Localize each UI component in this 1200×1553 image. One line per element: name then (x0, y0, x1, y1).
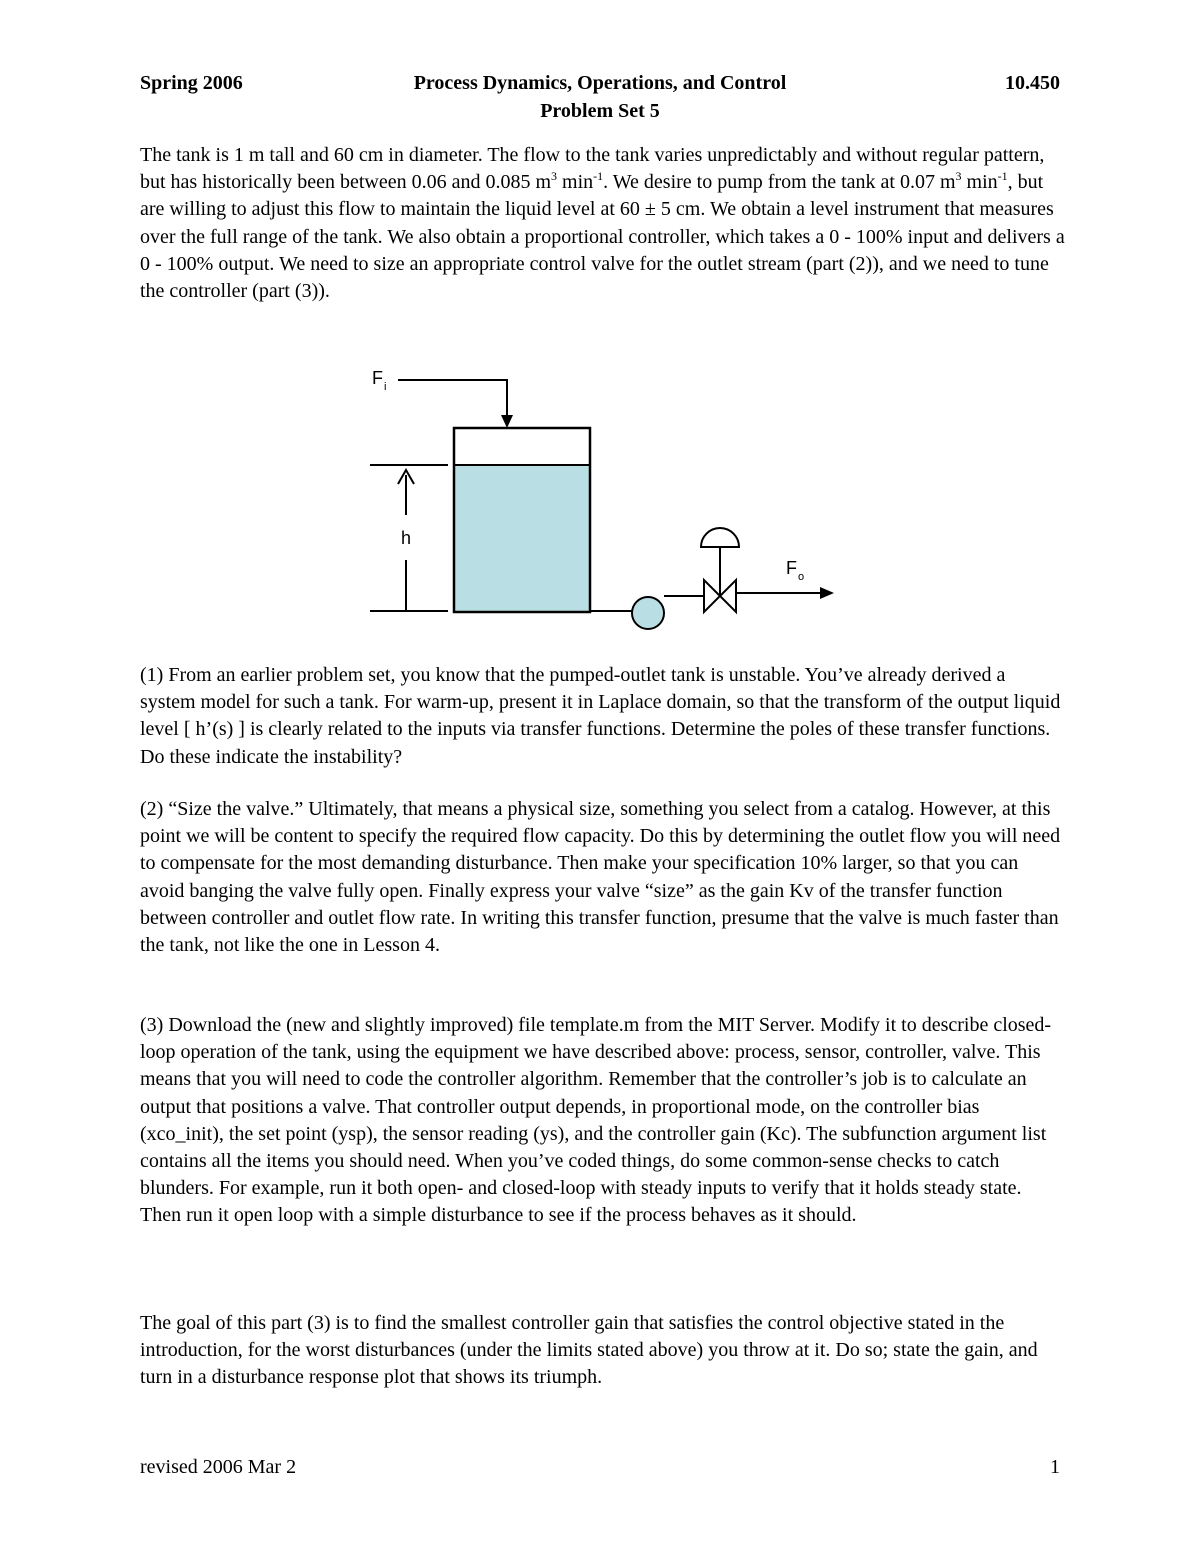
course-number: 10.450 (1005, 72, 1060, 94)
intro-text-1: The tank is 1 m tall and 60 cm in diameter. The flow to the tank varies unpredictably and without regular pattern, but has historically been between 0.06 and 0.085 m (140, 144, 1045, 194)
valve-left-triangle (704, 580, 720, 612)
intro-paragraph (140, 142, 1065, 305)
intro-sup-2: -1 (593, 169, 604, 184)
valve-actuator-icon (701, 528, 739, 547)
inflow-subscript: i (384, 381, 387, 393)
intro-sup-3: 3 (955, 169, 962, 184)
inflow-arrowhead (501, 415, 513, 428)
level-label: h (401, 528, 412, 548)
problem-set-title: Problem Set 5 (540, 100, 660, 122)
liquid (454, 465, 590, 612)
intro-text-5: , but are willing to adjust this flow to maintain the liquid level at 60 ± 5 cm. We obtain a level instrument that measures over the full range of the tank. We also obtain a proportional controller, which takes a 0 - 100% input and delivers a 0 - 100% output. We need to size an appropriate control valve for the outlet stream (part (2)), and we need to tune the controller (part (3)). (140, 171, 1065, 303)
inflow-label: F (372, 368, 383, 388)
tank-diagram (340, 360, 860, 640)
goal-paragraph: The goal of this part (3) is to find the smallest controller gain that satisfies the control objective stated in the introduction, for the worst disturbances (under the limits stated above) you throw at it. Do so; state the gain, and turn in a disturbance response plot that shows its triumph. (140, 1312, 1038, 1389)
intro-text-2: min (557, 171, 594, 194)
revision-date: revised 2006 Mar 2 (140, 1456, 297, 1478)
outflow-label: F (786, 558, 797, 578)
inflow-line (398, 380, 507, 418)
part-3-paragraph: (3) Download the (new and slightly improved) file template.m from the MIT Server. Modify it to describe closed-loop operation of the tank, using the equipment we have described above: process, sensor, controller, valve. This means that you will need to code the controller algorithm. Remember that the controller’s job is to calculate an output that positions a valve. That controller output depends, in proportional mode, on the controller bias (xco_init), the set point (ysp), the sensor reading (ys), and the controller gain (Kc). The subfunction argument list contains all the items you should need. When you’ve coded things, do some common-sense checks to catch blunders. For example, run it both open- and closed-loop with steady inputs to verify that it holds steady state. Then run it open loop with a simple disturbance to see if the process behaves as it should. (140, 1014, 1052, 1227)
intro-text-3: . We desire to pump from the tank at 0.07 m (603, 171, 956, 194)
valve-right-triangle (720, 580, 736, 612)
part-2-paragraph: (2) “Size the valve.” Ultimately, that means a physical size, something you select from a catalog. However, at this point we will be content to specify the required flow capacity. Do this by determining the outlet flow you will need to compensate for the most demanding disturbance. Then make your specification 10% larger, so that you can avoid banging the valve fully open. Finally express your valve “size” as the gain Kv of the transfer function between controller and outlet flow rate. In writing this transfer function, presume that the valve is much faster than the tank, not like the one in Lesson 4. (140, 798, 1061, 957)
outflow-arrowhead (820, 587, 834, 599)
page-number: 1 (1050, 1456, 1060, 1478)
pump-icon (632, 597, 664, 629)
intro-text-4: min (961, 171, 998, 194)
outflow-subscript: o (798, 571, 805, 583)
intro-sup-1: 3 (551, 169, 558, 184)
term: Spring 2006 (140, 72, 243, 94)
part-1-paragraph: (1) From an earlier problem set, you know that the pumped-outlet tank is unstable. You’ve already derived a system model for such a tank. For warm-up, present it in Laplace domain, so that the transform of the output liquid level [ h’(s) ] is clearly related to the inputs via transfer functions. Determine the poles of these transfer functions. Do these indicate the instability? (140, 664, 1061, 768)
course-title: Process Dynamics, Operations, and Control (413, 72, 787, 94)
intro-sup-4: -1 (997, 169, 1008, 184)
